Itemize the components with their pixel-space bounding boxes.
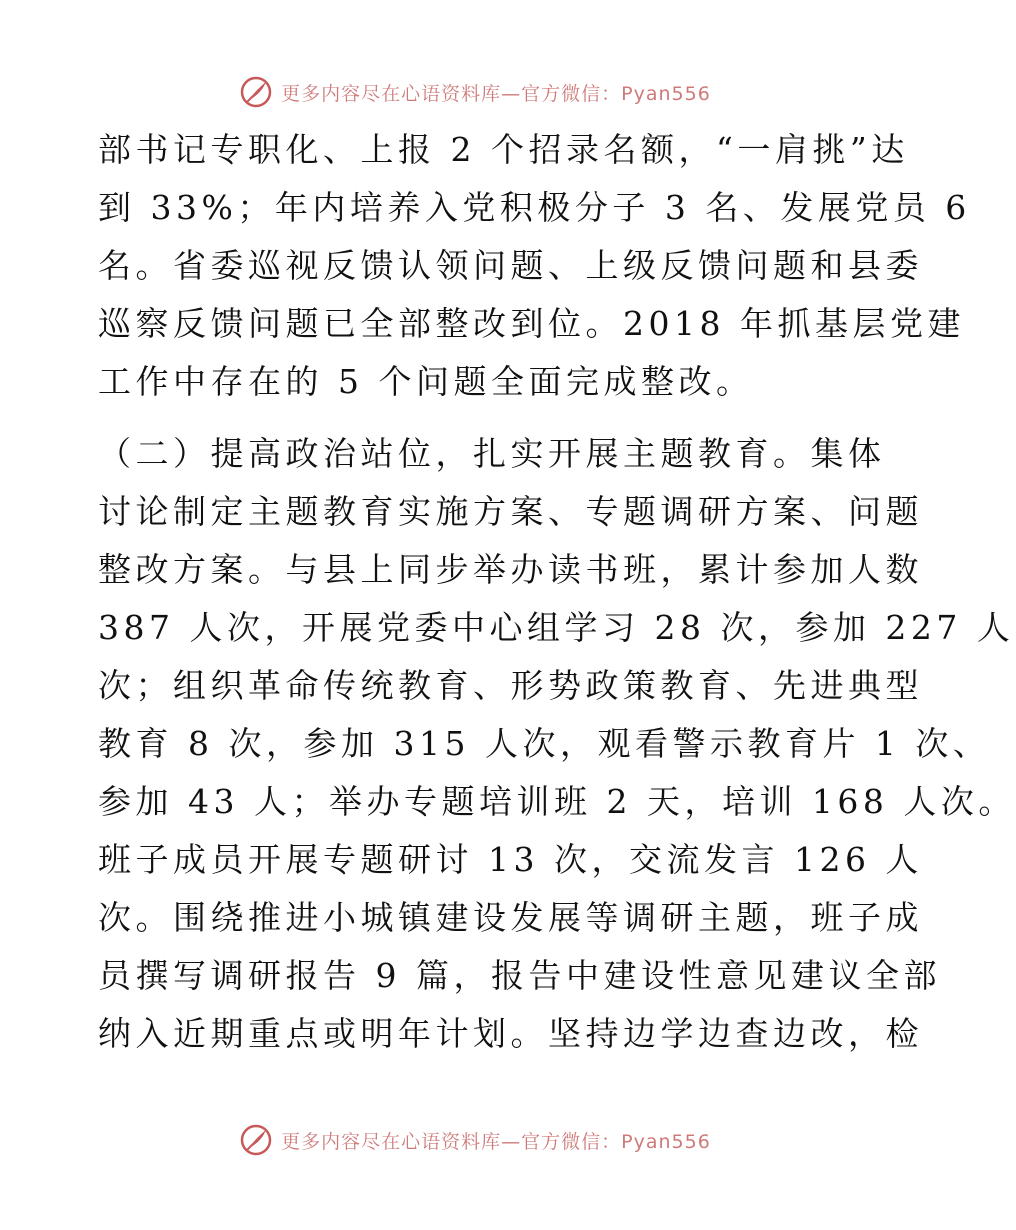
text-line: 387 人次，开展党委中心组学习 28 次，参加 227 人 (98, 608, 1015, 647)
watermark-text: 更多内容尽在心语资料库—官方微信：Pyan556 (281, 1130, 711, 1153)
paragraph-1 (98, 121, 971, 411)
text-line: 工作中存在的 5 个问题全面完成整改。 (98, 362, 754, 401)
text-line: 员撰写调研报告 9 篇，报告中建设性意见建议全部 (98, 956, 941, 995)
text-line: 部书记专职化、上报 2 个招录名额，“一肩挑”达 (98, 130, 909, 169)
feather-quill-logo-icon (239, 75, 273, 109)
text-line: 纳入近期重点或明年计划。坚持边学边查边改，检 (98, 1014, 923, 1053)
footer-watermark (0, 1120, 950, 1160)
feather-quill-logo-icon (239, 1123, 273, 1157)
text-line: 次；组织革命传统教育、形势政策教育、先进典型 (98, 666, 923, 705)
text-line: 讨论制定主题教育实施方案、专题调研方案、问题 (98, 492, 923, 531)
text-line: 巡察反馈问题已全部整改到位。2018 年抓基层党建 (98, 304, 965, 343)
text-line: 整改方案。与县上同步举办读书班，累计参加人数 (98, 550, 923, 589)
paragraph-2 (98, 425, 1016, 1063)
watermark-text: 更多内容尽在心语资料库—官方微信：Pyan556 (281, 82, 711, 105)
text-line: 教育 8 次，参加 315 人次，观看警示教育片 1 次、 (98, 724, 991, 763)
section-heading-line: （二）提高政治站位，扎实开展主题教育。集体 (98, 434, 886, 473)
header-watermark (0, 72, 950, 112)
text-line: 次。围绕推进小城镇建设发展等调研主题，班子成 (98, 898, 923, 937)
text-line: 名。省委巡视反馈认领问题、上级反馈问题和县委 (98, 246, 923, 285)
text-line: 班子成员开展专题研讨 13 次，交流发言 126 人 (98, 840, 923, 879)
document-body (98, 121, 1016, 1063)
text-line: 参加 43 人；举办专题培训班 2 天，培训 168 人次。 (98, 782, 1016, 821)
text-line: 到 33%；年内培养入党积极分子 3 名、发展党员 6 (98, 188, 971, 227)
